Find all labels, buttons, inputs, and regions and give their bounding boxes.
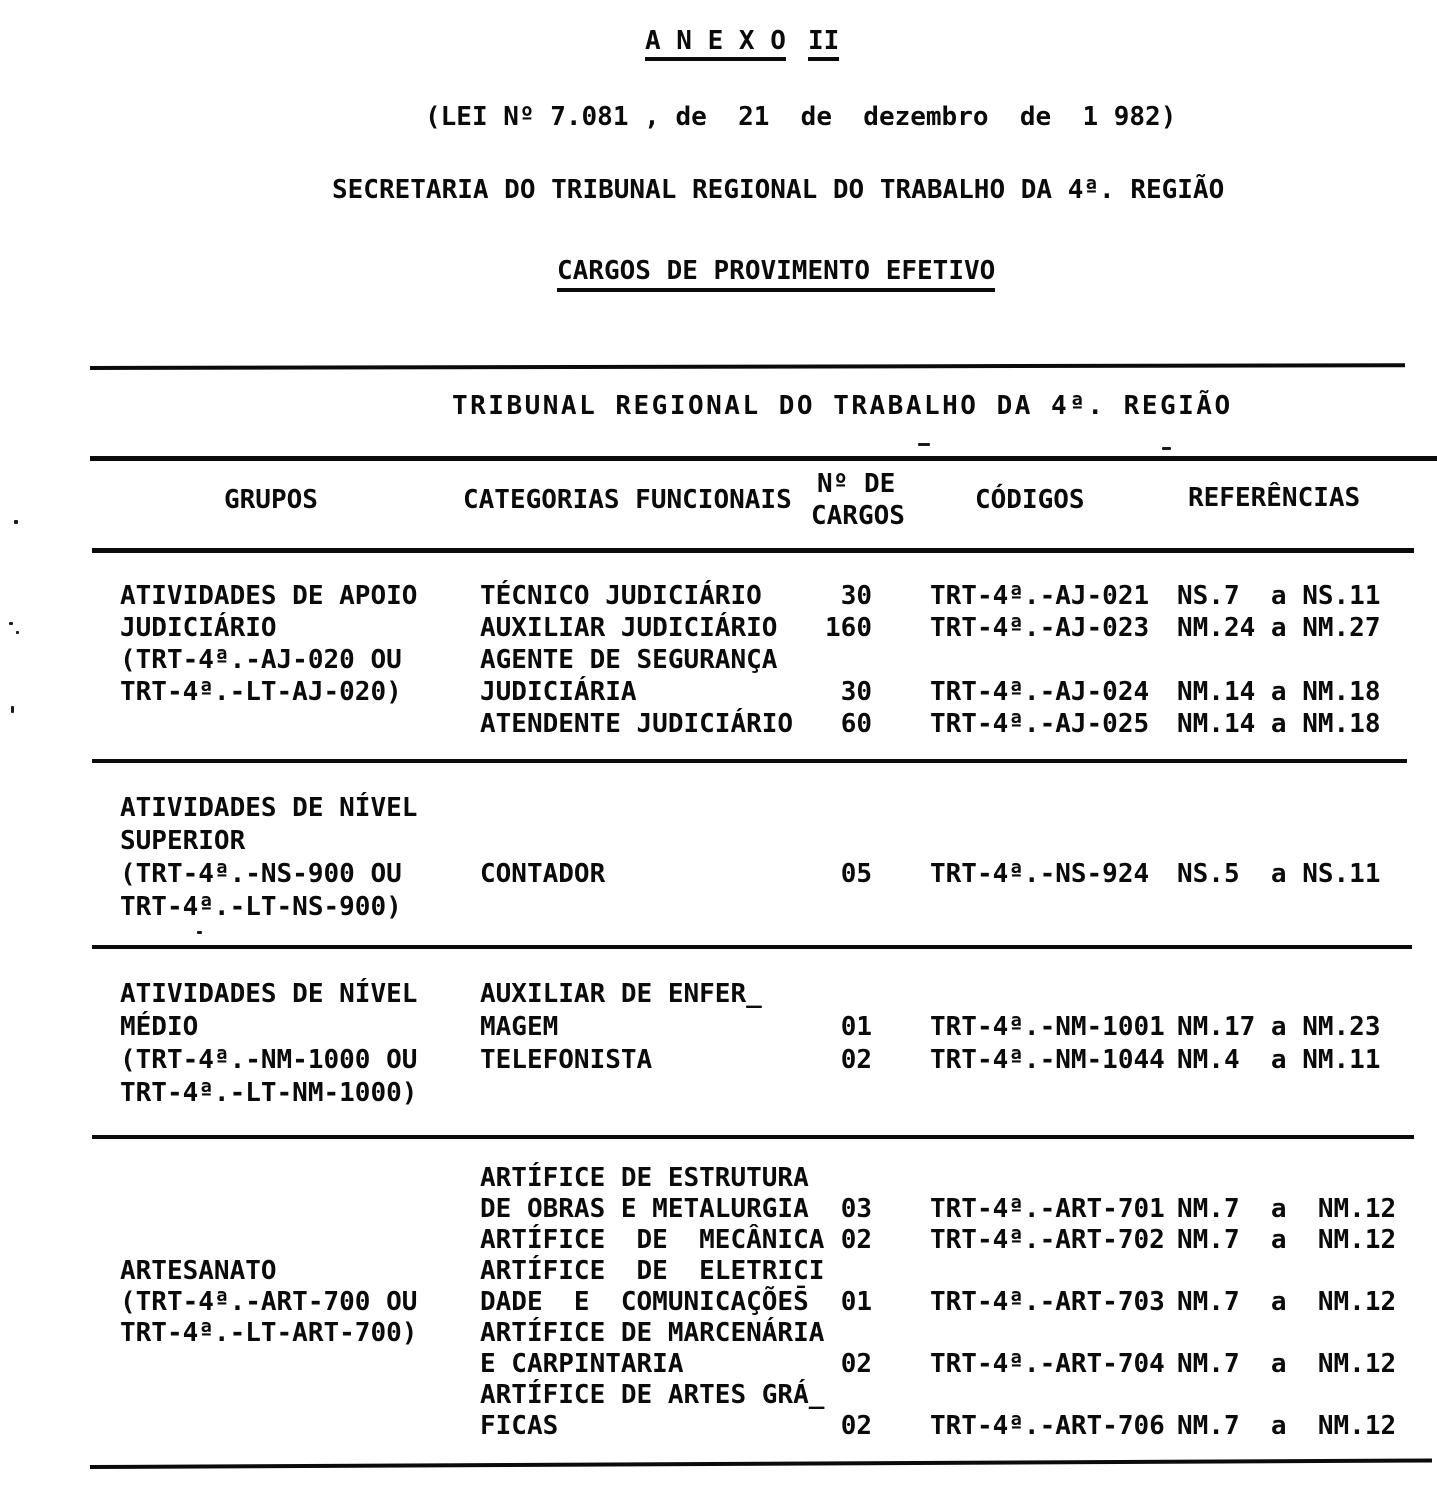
cell-referencia: NM.7 a NM.12 bbox=[1177, 1194, 1397, 1224]
cell-codigo: TRT-4ª.-ART-703 bbox=[930, 1287, 1165, 1317]
cell-categoria: CONTADOR bbox=[480, 859, 606, 889]
cell-categoria: FICAS bbox=[480, 1411, 559, 1441]
cell-num-cargos: 03 bbox=[840, 1194, 872, 1224]
horizontal-rule-top bbox=[90, 363, 1405, 370]
cell-referencia: NM.14 a NM.18 bbox=[1177, 677, 1381, 707]
column-header-num-de: Nº DE bbox=[817, 469, 896, 499]
cell-codigo: TRT-4ª.-NM-1044 bbox=[930, 1045, 1165, 1075]
cell-codigo: TRT-4ª.-ART-704 bbox=[930, 1349, 1165, 1379]
scan-speck bbox=[11, 706, 14, 713]
column-header-codigos: CÓDIGOS bbox=[975, 485, 1085, 515]
cell-referencia: NM.7 a NM.12 bbox=[1177, 1411, 1397, 1441]
cell-categoria: ARTÍFICE DE MARCENÁRIA bbox=[480, 1318, 825, 1348]
cell-categoria: E CARPINTARIA bbox=[480, 1349, 684, 1379]
cell-codigo: TRT-4ª.-ART-702 bbox=[930, 1225, 1165, 1255]
cell-categoria: DADE E COMUNICAÇÕES̄ bbox=[480, 1287, 809, 1317]
cell-categoria: JUDICIÁRIA bbox=[480, 677, 637, 707]
cell-grupos: TRT-4ª.-LT-ART-700) bbox=[120, 1318, 418, 1348]
cell-num-cargos: 02 bbox=[840, 1411, 872, 1441]
cell-grupos: SUPERIOR bbox=[120, 826, 246, 856]
horizontal-rule-bottom bbox=[90, 1458, 1432, 1469]
cell-grupos: (TRT-4ª.-NS-900 OU bbox=[120, 859, 402, 889]
page-title-anexo-numeral: II bbox=[808, 28, 839, 61]
cell-codigo: TRT-4ª.-AJ-025 bbox=[930, 709, 1150, 739]
column-header-grupos: GRUPOS bbox=[224, 485, 318, 515]
cell-categoria: AGENTE DE SEGURANÇA bbox=[480, 645, 778, 675]
horizontal-rule-section-1 bbox=[92, 759, 1407, 763]
cell-referencia: NS.7 a NS.11 bbox=[1177, 581, 1381, 611]
column-header-categorias-funcionais: CATEGORIAS FUNCIONAIS bbox=[463, 485, 792, 515]
cell-num-cargos: 30 bbox=[840, 677, 872, 707]
cell-referencia: NM.24 a NM.27 bbox=[1177, 613, 1381, 643]
cell-referencia: NM.4 a NM.11 bbox=[1177, 1045, 1381, 1075]
cell-codigo: TRT-4ª.-AJ-021 bbox=[930, 581, 1150, 611]
cell-codigo: TRT-4ª.-NS-924 bbox=[930, 859, 1150, 889]
cell-codigo: TRT-4ª.-ART-706 bbox=[930, 1411, 1165, 1441]
horizontal-rule-section-3 bbox=[92, 1135, 1414, 1139]
horizontal-rule-below-header bbox=[92, 548, 1414, 553]
cell-categoria: ARTÍFICE DE ESTRUTURA bbox=[480, 1163, 809, 1193]
cell-referencia: NM.17 a NM.23 bbox=[1177, 1012, 1381, 1042]
cell-referencia: NM.14 a NM.18 bbox=[1177, 709, 1381, 739]
cell-referencia: NM.7 a NM.12 bbox=[1177, 1349, 1397, 1379]
scan-speck bbox=[14, 520, 18, 524]
cell-grupos: (TRT-4ª.-NM-1000 OU bbox=[120, 1045, 418, 1075]
cell-referencia: NM.7 a NM.12 bbox=[1177, 1287, 1397, 1317]
table-title: TRIBUNAL REGIONAL DO TRABALHO DA 4ª. REGIÃO bbox=[452, 391, 1233, 421]
cell-categoria: TELEFONISTA bbox=[480, 1045, 653, 1075]
cell-grupos: MÉDIO bbox=[120, 1012, 199, 1042]
cell-grupos: (TRT-4ª.-AJ-020 OU bbox=[120, 645, 402, 675]
cell-num-cargos: 160 bbox=[825, 613, 872, 643]
cell-codigo: TRT-4ª.-ART-701 bbox=[930, 1194, 1165, 1224]
cell-grupos: ATIVIDADES DE NÍVEL bbox=[120, 793, 418, 823]
cell-categoria: TÉCNICO JUDICIÁRIO bbox=[480, 581, 762, 611]
law-reference-line: (LEI Nº 7.081 , de 21 de dezembro de 1 982) bbox=[425, 102, 1177, 132]
scan-speck bbox=[918, 443, 930, 446]
cell-categoria: ARTÍFICE DE ELETRICI bbox=[480, 1256, 825, 1286]
column-header-num-cargos: CARGOS bbox=[811, 501, 905, 531]
cell-grupos: ATIVIDADES DE NÍVEL bbox=[120, 979, 418, 1009]
page-title-anexo: A N E X O bbox=[645, 28, 786, 61]
cell-referencia: NM.7 a NM.12 bbox=[1177, 1225, 1397, 1255]
secretariat-line: SECRETARIA DO TRIBUNAL REGIONAL DO TRABALHO DA 4ª. REGIÃO bbox=[332, 175, 1225, 205]
cell-categoria: ATENDENTE JUDICIÁRIO bbox=[480, 709, 794, 739]
scan-speck bbox=[9, 622, 13, 625]
cell-num-cargos: 02 bbox=[840, 1225, 872, 1255]
cell-categoria: AUXILIAR DE ENFER̲ bbox=[480, 979, 762, 1009]
scan-speck bbox=[16, 631, 19, 634]
cell-grupos: ARTESANATO bbox=[120, 1256, 277, 1286]
cell-num-cargos: 30 bbox=[840, 581, 872, 611]
horizontal-rule-section-2 bbox=[92, 945, 1412, 949]
cell-grupos: TRT-4ª.-LT-AJ-020) bbox=[120, 677, 402, 707]
cell-referencia: NS.5 a NS.11 bbox=[1177, 859, 1381, 889]
cell-grupos: TRT-4ª.-LT-NM-1000) bbox=[120, 1078, 418, 1108]
cell-categoria: AUXILIAR JUDICIÁRIO bbox=[480, 613, 778, 643]
cell-num-cargos: 05 bbox=[840, 859, 872, 889]
cell-num-cargos: 01 bbox=[840, 1287, 872, 1317]
column-header-referencias: REFERÊNCIAS bbox=[1188, 483, 1361, 513]
cell-grupos: JUDICIÁRIO bbox=[120, 613, 277, 643]
cell-grupos: ATIVIDADES DE APOIO bbox=[120, 581, 418, 611]
cell-categoria: DE OBRAS E METALURGIA bbox=[480, 1194, 809, 1224]
cell-num-cargos: 60 bbox=[840, 709, 872, 739]
cell-grupos: TRT-4ª.-LT-NS-900) bbox=[120, 892, 402, 922]
cell-codigo: TRT-4ª.-NM-1001 bbox=[930, 1012, 1165, 1042]
cell-codigo: TRT-4ª.-AJ-024 bbox=[930, 677, 1150, 707]
scan-speck bbox=[1162, 447, 1171, 450]
cell-grupos: (TRT-4ª.-ART-700 OU bbox=[120, 1287, 418, 1317]
cell-codigo: TRT-4ª.-AJ-023 bbox=[930, 613, 1150, 643]
cell-categoria: ARTÍFICE DE MECÂNICA bbox=[480, 1225, 825, 1255]
scan-speck bbox=[197, 931, 202, 934]
cell-categoria: MAGEM bbox=[480, 1012, 559, 1042]
cell-num-cargos: 01 bbox=[840, 1012, 872, 1042]
cell-categoria: ARTÍFICE DE ARTES GRÁ̲ bbox=[480, 1380, 825, 1410]
horizontal-rule-below-title bbox=[90, 456, 1437, 461]
cell-num-cargos: 02 bbox=[840, 1045, 872, 1075]
cell-num-cargos: 02 bbox=[840, 1349, 872, 1379]
document-subtitle: CARGOS DE PROVIMENTO EFETIVO bbox=[557, 258, 995, 292]
